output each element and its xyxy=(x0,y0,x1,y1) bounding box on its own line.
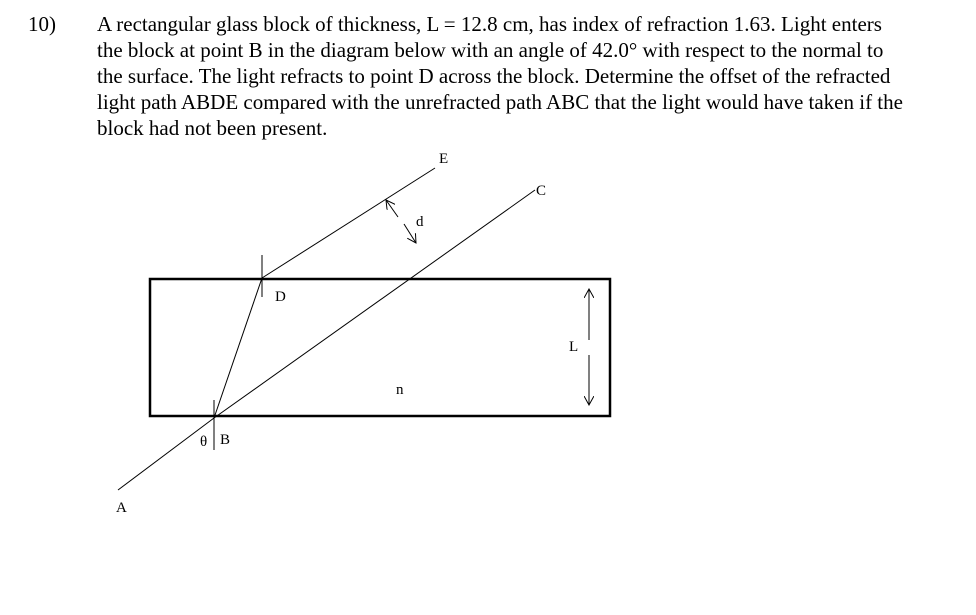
question-number: 10) xyxy=(28,12,56,36)
question-line-1: A rectangular glass block of thickness, L = 12.8 cm, has index of refraction 1.63. Light enters xyxy=(97,12,882,36)
ray-ab xyxy=(118,418,214,490)
label-b: B xyxy=(220,432,231,448)
ray-bc-unrefracted xyxy=(214,190,535,418)
label-l: L xyxy=(569,339,579,355)
offset-arrow-lower xyxy=(404,224,416,243)
label-d-point: D xyxy=(275,289,286,305)
question-line-4: light path ABDE compared with the unrefracted path ABC that the light would have taken if the xyxy=(97,90,903,114)
ray-bd-refracted xyxy=(214,278,262,418)
label-c: C xyxy=(536,183,547,199)
label-a: A xyxy=(116,500,127,516)
label-theta: θ xyxy=(200,434,208,450)
ray-de xyxy=(262,168,435,278)
label-n: n xyxy=(396,382,404,398)
offset-arrow-upper xyxy=(386,200,398,217)
label-e: E xyxy=(439,151,449,167)
label-offset-d: d xyxy=(416,214,424,230)
question-line-2: the block at point B in the diagram below with an angle of 42.0° with respect to the normal to xyxy=(97,38,884,62)
question-line-5: block had not been present. xyxy=(97,116,328,140)
question-line-3: the surface. The light refracts to point D across the block. Determine the offset of the refracted xyxy=(97,64,891,88)
